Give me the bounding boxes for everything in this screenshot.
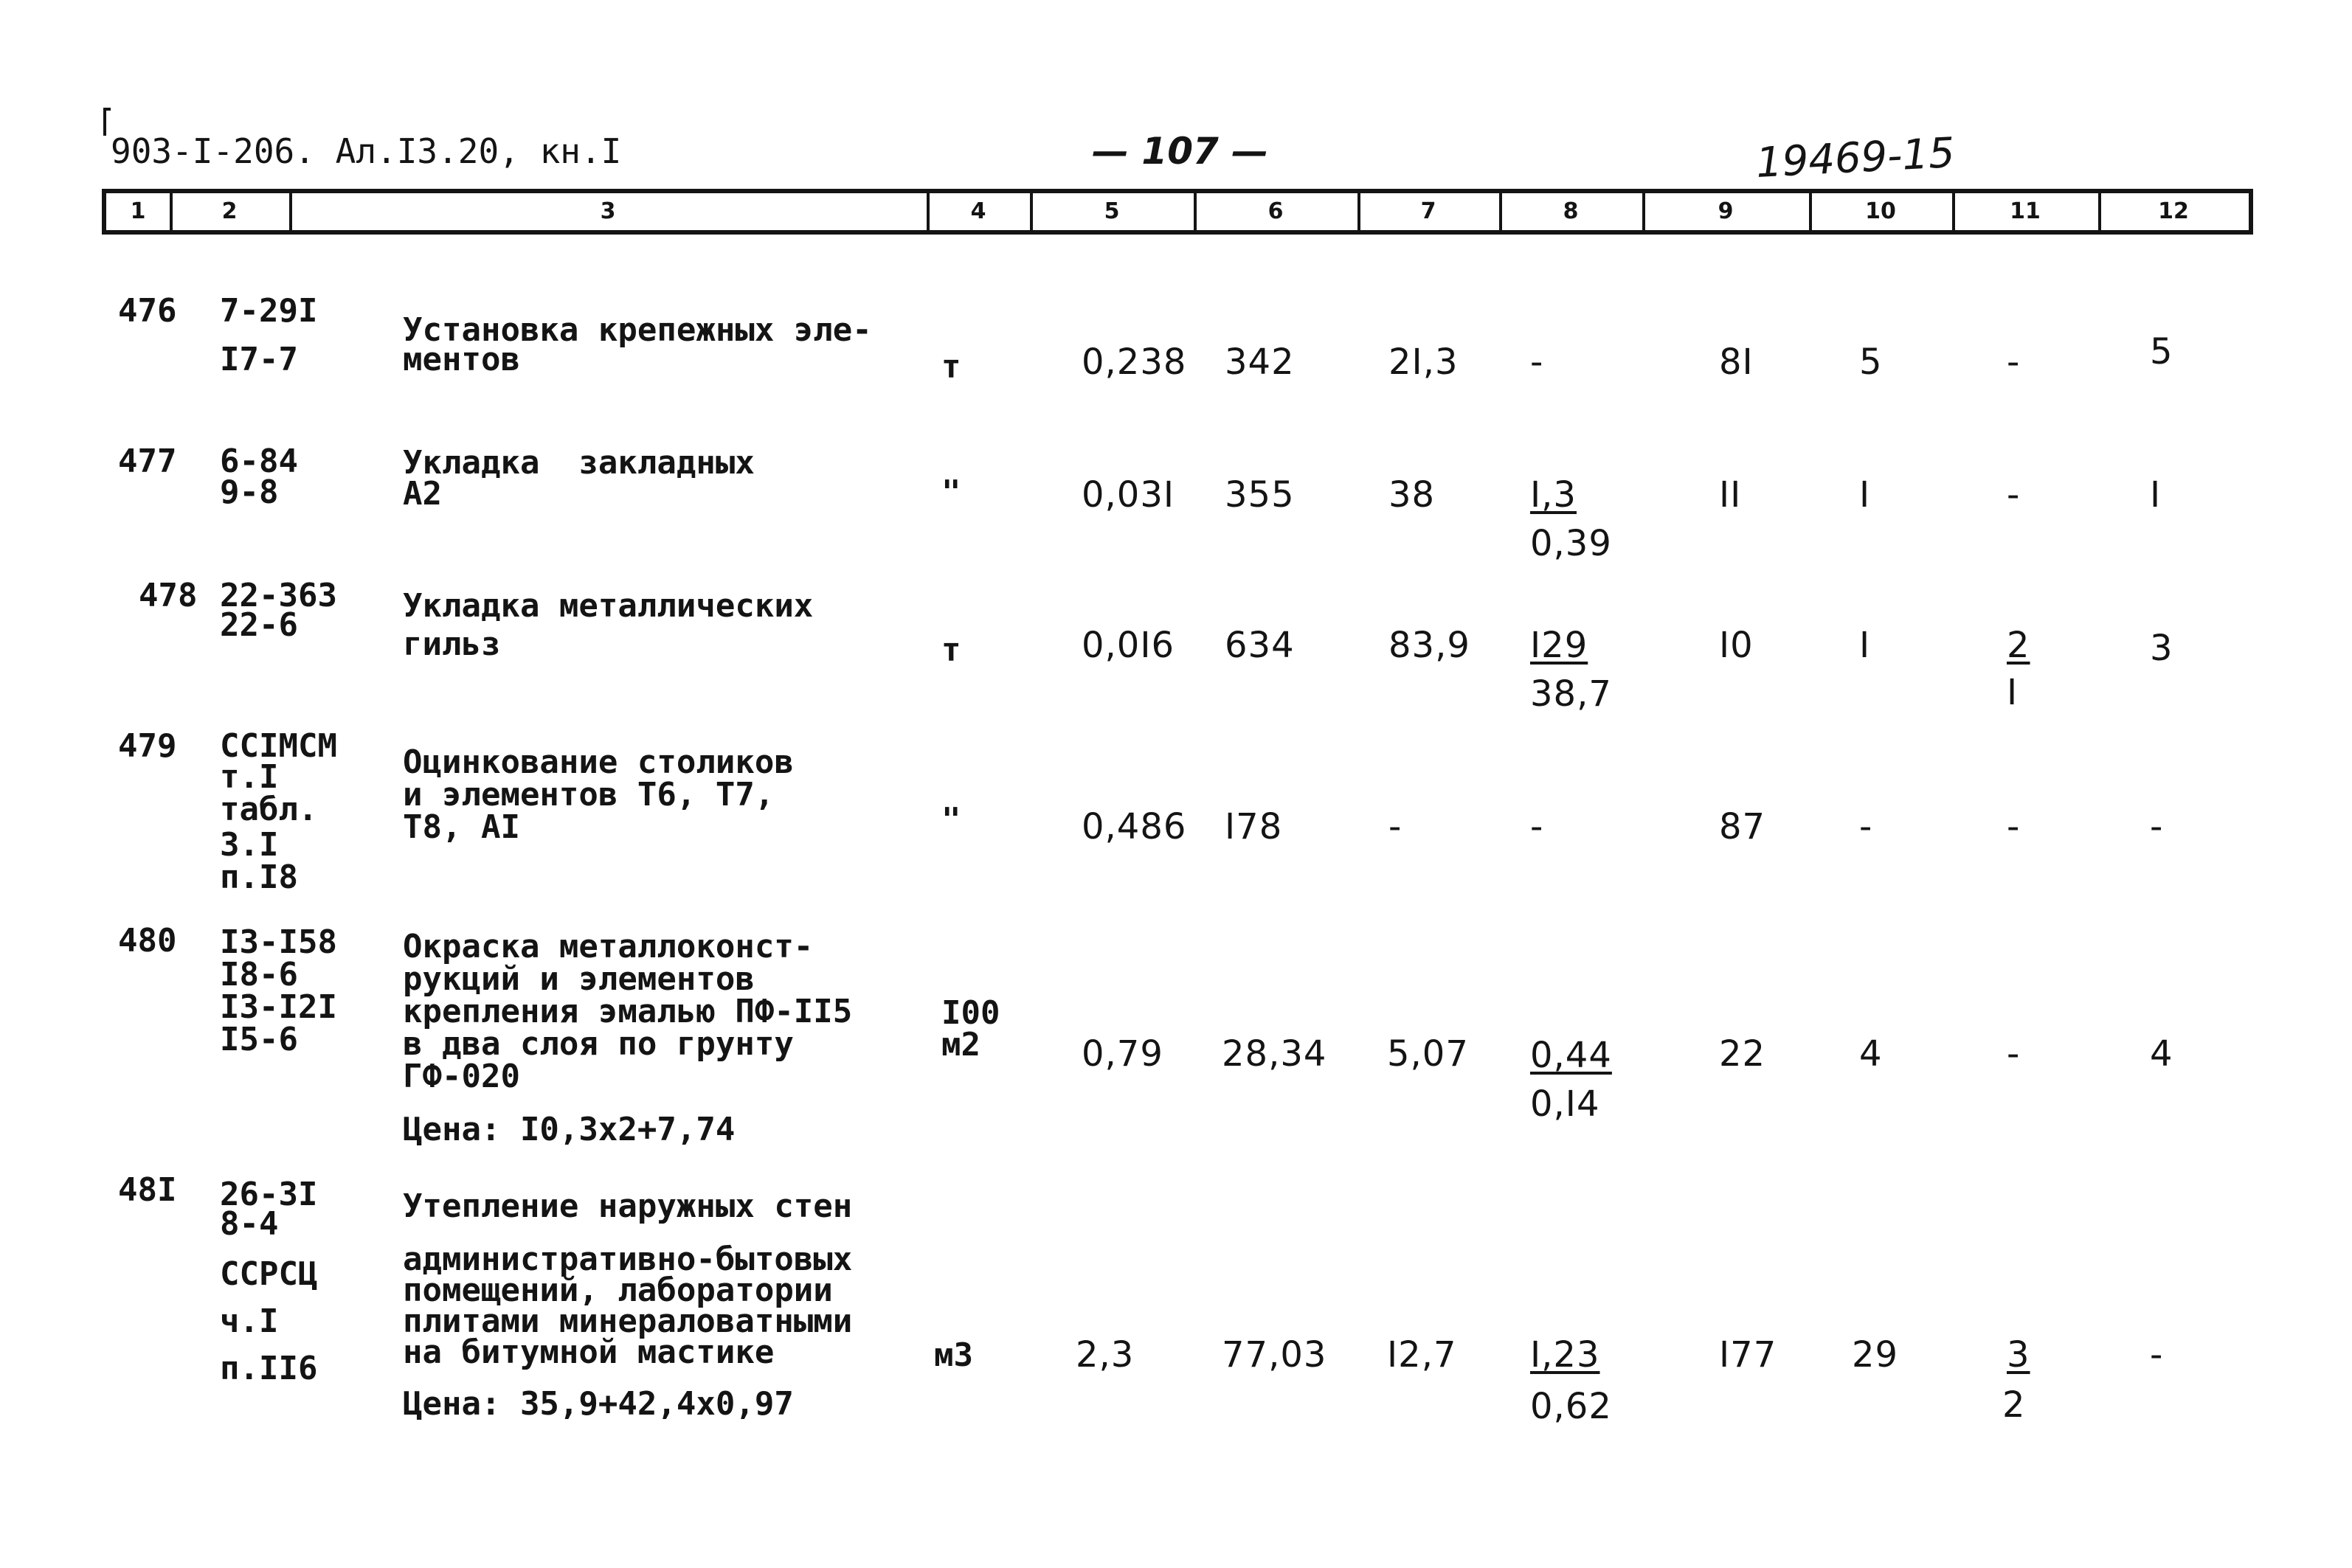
value-col12: 5 [2150,331,2173,372]
value-col11: 3 [2007,1334,2030,1376]
row-number: 477 [118,443,177,480]
value-col11-sub: 2 [2002,1384,2026,1426]
column-number: 11 [2010,198,2041,224]
rate-code-line: 8-4 [220,1205,279,1243]
value-col9: 8I [1719,341,1754,383]
description-line: Т8, АI [403,808,520,846]
value-col8: I29 [1530,625,1588,666]
column-number: 9 [1718,198,1734,224]
unit-cost: 77,03 [1222,1334,1327,1376]
description-line: помещений, лаборатории [403,1272,833,1309]
description-line: рукций и элементов [403,960,755,998]
rate-code-line: I3-I58 [220,923,337,961]
value-col9: 87 [1719,806,1766,847]
value-col9: II [1719,474,1742,516]
row-number: 479 [118,727,177,765]
column-number: 2 [221,198,238,224]
value-col11: - [2007,806,2021,847]
column-number: 10 [1865,198,1896,224]
value-col8: - [1530,806,1544,847]
value-col12: - [2150,806,2164,847]
value-col9: I77 [1719,1334,1777,1376]
column-number: 8 [1563,198,1579,224]
description-line: на битумной мастике [403,1333,775,1371]
rate-code-line: п.I8 [220,858,298,896]
description-line: Оцинкование столиков [403,743,794,781]
description-line: Укладка металлических [403,587,814,625]
value-col10: 29 [1852,1334,1899,1376]
unit-cost: 634 [1225,625,1295,666]
value-col7: I2,7 [1387,1334,1457,1376]
unit: т [941,631,961,669]
quantity: 0,238 [1082,341,1187,383]
unit: т [941,348,961,386]
unit: " [941,473,961,511]
value-col8: - [1530,341,1544,383]
value-col7: - [1388,806,1402,847]
value-col12: I [2150,474,2162,516]
value-col7: 2I,3 [1388,341,1459,383]
quantity: 0,03I [1082,474,1175,516]
doc-code: 903-I-206. Ал.I3.20, кн.I [111,131,622,171]
value-col11-sub: I [2007,672,2019,713]
column-number: 3 [600,198,616,224]
value-col8-sub: 0,39 [1530,523,1612,564]
rate-code-line: 3.I [220,826,279,864]
rate-code-line: I7-7 [220,341,298,378]
page-number: — 107 — [1092,130,1269,173]
corner-mark [103,108,111,136]
quantity: 0,486 [1082,806,1187,847]
rate-code-line: т.I [220,758,279,796]
price-formula: Цена: I0,3х2+7,74 [403,1111,736,1148]
handwritten-ref: 19469-15 [1754,128,1957,188]
value-col11: - [2007,341,2021,383]
description-line: крепления эмалью ПФ-II5 [403,993,853,1030]
rate-code-line: I8-6 [220,956,298,993]
rate-code-line: 22-363 [220,577,337,614]
description-line: ментов [403,341,520,378]
unit-cost: 342 [1225,341,1295,383]
description-line: и элементов Т6, Т7, [403,776,775,814]
row-number: 476 [118,292,177,330]
value-col8-sub: 0,62 [1530,1386,1612,1427]
description-line: Установка крепежных эле- [403,311,872,349]
column-number-bar [102,189,2253,235]
value-col8: I,23 [1530,1334,1600,1376]
description-line: в два слоя по грунту [403,1025,794,1063]
value-col12: 4 [2150,1033,2173,1075]
value-col10: 5 [1859,341,1883,383]
rate-code-line: табл. [220,791,318,828]
value-col8-sub: 0,I4 [1530,1083,1600,1125]
value-col8-sub: 38,7 [1530,673,1612,715]
value-col11: 2 [2007,625,2030,666]
unit: I00 м2 [941,994,1000,1064]
column-number: 12 [2158,198,2189,224]
value-col8: 0,44 [1530,1035,1612,1076]
column-number: 1 [130,198,146,224]
description-line: Укладка закладных [403,444,755,482]
unit: м3 [934,1336,973,1374]
rate-code-line: 6-84 [220,443,298,480]
value-col9: I0 [1719,625,1754,666]
description-line: А2 [403,475,442,513]
value-col7: 83,9 [1388,625,1470,666]
rate-code-line: 7-29I [220,292,318,330]
rate-code-line: 22-6 [220,606,298,644]
value-col12: - [2150,1334,2164,1376]
rate-code-line: 9-8 [220,473,279,511]
rate-code-line: I5-6 [220,1021,298,1058]
column-number: 5 [1104,198,1120,224]
rate-code-line: I3-I2I [220,988,337,1026]
description-line: Окраска металлоконст- [403,928,814,965]
price-formula: Цена: 35,9+42,4х0,97 [403,1385,794,1423]
description-line: ГФ-020 [403,1058,520,1095]
description-line: Утепление наружных стен [403,1187,853,1225]
unit-cost: 28,34 [1222,1033,1327,1075]
description-line: плитами минераловатными [403,1302,853,1340]
value-col7: 5,07 [1387,1033,1469,1075]
rate-code-line: ССIМСМ [220,727,337,765]
value-col12: 3 [2150,628,2173,669]
rate-code-line: ч.I [220,1302,279,1340]
unit-cost: I78 [1225,806,1283,847]
rate-code-line: п.II6 [220,1350,318,1387]
value-col10: - [1859,806,1873,847]
quantity: 2,3 [1076,1334,1135,1376]
column-number: 4 [970,198,986,224]
quantity: 0,79 [1082,1033,1163,1075]
value-col9: 22 [1719,1033,1766,1075]
row-number: 480 [118,922,177,960]
quantity: 0,0I6 [1082,625,1175,666]
value-col11: - [2007,1033,2021,1075]
value-col10: 4 [1859,1033,1883,1075]
value-col7: 38 [1388,474,1436,516]
unit: " [941,801,961,839]
column-number: 7 [1420,198,1436,224]
value-col10: I [1859,474,1871,516]
rate-code-line: 26-3I [220,1176,318,1213]
value-col10: I [1859,625,1871,666]
column-number: 6 [1267,198,1284,224]
value-col8: I,3 [1530,474,1577,516]
row-number: 478 [139,577,198,614]
unit-cost: 355 [1225,474,1295,516]
rate-code-line: ССРСЦ [220,1255,318,1293]
value-col11: - [2007,474,2021,516]
description-line: гильз [403,625,501,663]
row-number: 48I [118,1171,177,1209]
description-line: административно-бытовых [403,1241,853,1278]
